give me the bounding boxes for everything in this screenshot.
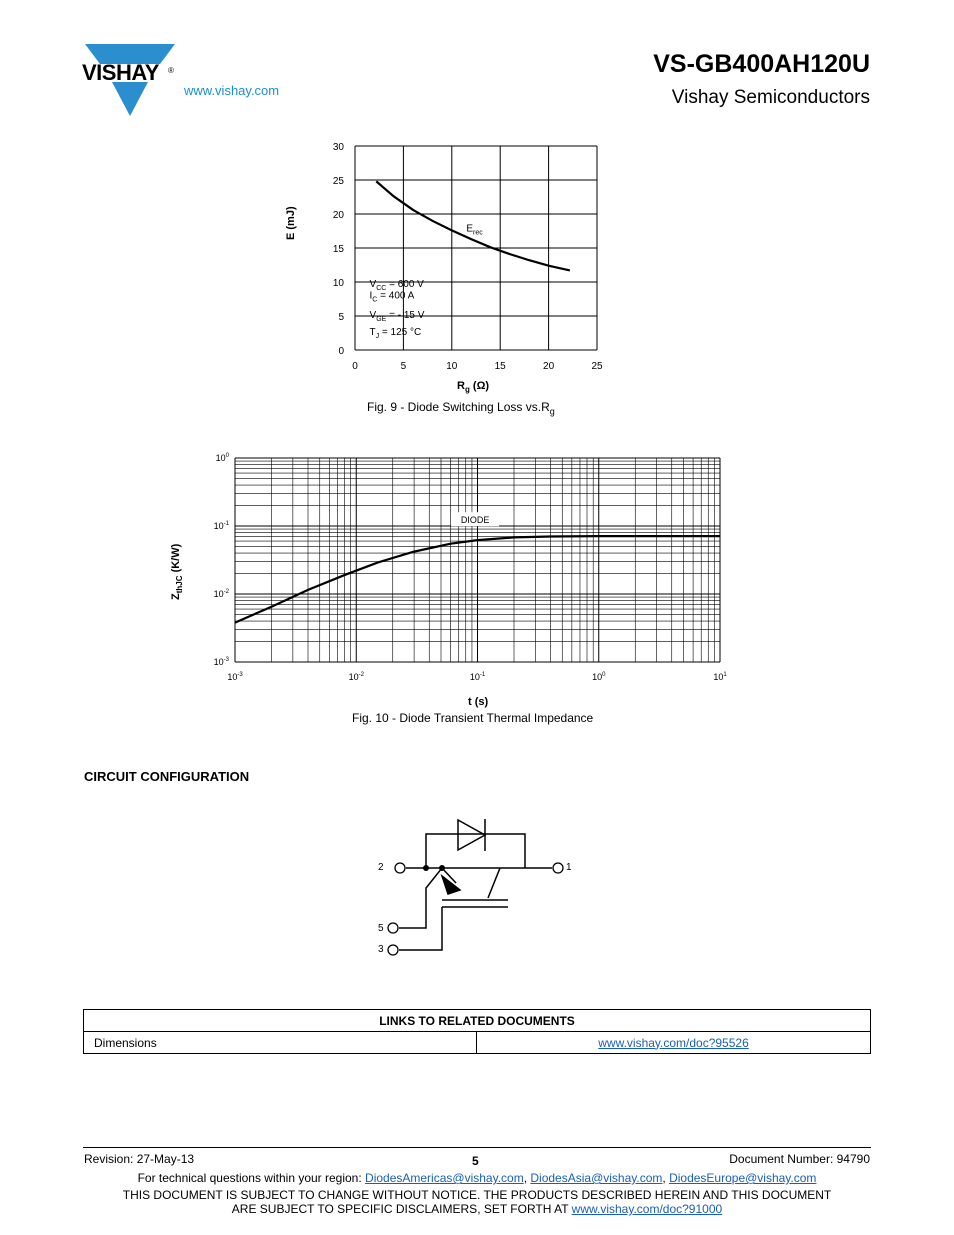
fig9-ytick-1: 5 [338,312,344,323]
fig10-xtick-exp: 1 [723,672,727,678]
fig9-ytick-6: 30 [332,142,344,153]
footer-disclaimer-2 [0,1202,954,1216]
fig10-ytick-base: 10 [213,589,224,599]
fig10-ytick-base: 10 [213,521,224,531]
fig9-ytick-2: 10 [332,278,344,289]
fig10-ytick-3 [214,657,230,667]
fig9-condition-main: V [369,278,377,290]
fig10-xtick-base: 10 [227,672,238,682]
fig10-xtick-base: 10 [592,672,603,682]
fig10-xtick-exp: 0 [602,672,606,678]
fig10-ylabel-unit: (K/W) [170,543,182,576]
fig9-xtick-4: 20 [543,361,555,372]
footer-doc-number: Document Number: 94790 [729,1152,870,1166]
fig9-condition-3 [370,327,422,340]
fig9-condition-2 [370,310,425,323]
fig10-xtick-0 [227,672,243,682]
fig10-ylabel [170,544,184,600]
fig10-ylabel-main: Z [170,593,182,600]
fig10-ytick-exp: -3 [223,657,229,663]
fig9-caption-main: Fig. 9 - Diode Switching Loss vs.R [367,400,550,414]
igbt-diode-schematic [370,810,590,960]
footer-rule [83,1147,871,1148]
fig9-xtick-2: 10 [446,361,458,372]
fig9-xlabel [457,380,489,394]
fig10-xtick-2 [470,672,486,682]
fig10-xtick-exp: -2 [358,672,364,678]
pin-3: 3 [378,944,384,955]
footer-questions [0,1171,954,1185]
logo-text: VISHAY [82,60,159,85]
fig9-curve-label-sub: rec [472,229,483,237]
circuit-section-title: CIRCUIT CONFIGURATION [84,769,250,784]
disclaimer-prefix: ARE SUBJECT TO SPECIFIC DISCLAIMERS, SET FORTH AT [231,1202,572,1216]
fig9-xtick-5: 25 [591,361,603,372]
company-subtitle: Vishay Semiconductors [671,87,870,108]
fig9-condition-sub: C [372,296,378,304]
fig10-ytick-2 [214,589,230,599]
fig9-condition-rest: = 125 °C [379,327,422,339]
fig9-curve-label-main: E [466,223,473,235]
part-number-title: VS-GB400AH120U [653,50,870,78]
fig10-ytick-base: 10 [215,453,226,463]
fig9-condition-sub: GE [376,316,387,324]
fig9-xlabel-unit: (Ω) [469,380,490,392]
fig9-condition-rest: = - 15 V [386,310,425,322]
pin-1: 1 [566,862,572,873]
fig10-xtick-base: 10 [469,672,480,682]
sep-1: , [523,1171,531,1185]
footer-disclaimer-1: THIS DOCUMENT IS SUBJECT TO CHANGE WITHOUT NOTICE. THE PRODUCTS DESCRIBED HEREIN AND THIS DOCUMENT [122,1188,832,1202]
row-link[interactable]: www.vishay.com/doc?95526 [477,1032,871,1054]
fig9-xlabel-main: R [457,380,465,392]
fig9-plot [280,135,620,395]
fig10-xtick-base: 10 [713,672,724,682]
fig9-chart [280,135,620,395]
fig9-condition-rest: = 400 A [377,290,415,302]
fig9-condition-sub: J [375,333,380,341]
fig9-condition-1 [370,290,415,303]
fig10-ytick-0 [216,453,230,463]
disclaimer-link[interactable]: www.vishay.com/doc?91000 [571,1202,723,1216]
fig10-ytick-1 [214,521,230,531]
fig10-xtick-4 [713,672,727,682]
email-europe-link[interactable]: DiodesEurope@vishay.com [669,1171,817,1185]
sep-2: , [662,1171,670,1185]
circuit-diagram [370,810,590,960]
fig10-xtick-3 [592,672,606,682]
fig9-xtick-3: 15 [494,361,506,372]
fig9-ytick-3: 15 [332,244,344,255]
fig9-xtick-0: 0 [352,361,358,372]
footer-page-number: 5 [472,1154,479,1168]
fig9-xtick-1: 5 [400,361,407,372]
fig9-condition-sub: CC [376,284,387,292]
email-asia-link[interactable]: DiodesAsia@vishay.com [530,1171,663,1185]
fig9-caption-sub: g [549,406,555,417]
questions-prefix: For technical questions within your region: [137,1171,366,1185]
fig9-series-0-line [376,181,570,270]
fig10-xtick-base: 10 [348,672,359,682]
fig10-ytick-base: 10 [213,657,224,667]
fig10-xtick-exp: -1 [479,672,486,678]
fig10-plot [200,448,740,688]
fig9-ytick-4: 20 [332,210,344,221]
website-link[interactable]: www.vishay.com [184,83,280,98]
related-documents-table [83,1009,871,1054]
fig9-xlabel-sub: g [464,385,470,395]
fig10-ytick-exp: -1 [223,521,229,527]
fig9-ylabel-text: E (mJ) [285,206,297,240]
fig10-xtick-exp: -3 [237,672,243,678]
fig10-curve-label: DIODE [460,515,490,526]
pin-2: 2 [378,862,384,873]
fig10-chart [200,448,740,688]
fig9-ytick-5: 25 [332,176,344,187]
email-americas-link[interactable]: DiodesAmericas@vishay.com [365,1171,524,1185]
fig9-condition-main: T [369,327,376,339]
fig9-ylabel [285,206,297,240]
table-row [84,1032,871,1054]
fig9-ytick-0: 0 [338,346,344,357]
fig9-caption [367,400,555,416]
fig9-condition-main: V [369,310,377,322]
table-header: LINKS TO RELATED DOCUMENTS [84,1010,871,1032]
fig9-condition-rest: = 600 V [386,278,424,290]
fig9-condition-main: I [369,290,373,302]
fig10-xtick-1 [349,672,365,682]
fig10-caption: Fig. 10 - Diode Transient Thermal Impedance [352,711,594,725]
pin-5: 5 [378,923,384,934]
vishay-logo [82,44,178,120]
fig10-ylabel-sub: thJC [175,575,185,594]
registered-mark: ® [168,66,174,75]
fig10-ytick-exp: -2 [223,589,229,595]
footer-revision: Revision: 27-May-13 [84,1152,195,1166]
fig9-curve-label [466,224,483,237]
fig10-ytick-exp: 0 [225,453,229,459]
row-label: Dimensions [84,1032,477,1054]
fig10-xlabel: t (s) [468,696,489,708]
